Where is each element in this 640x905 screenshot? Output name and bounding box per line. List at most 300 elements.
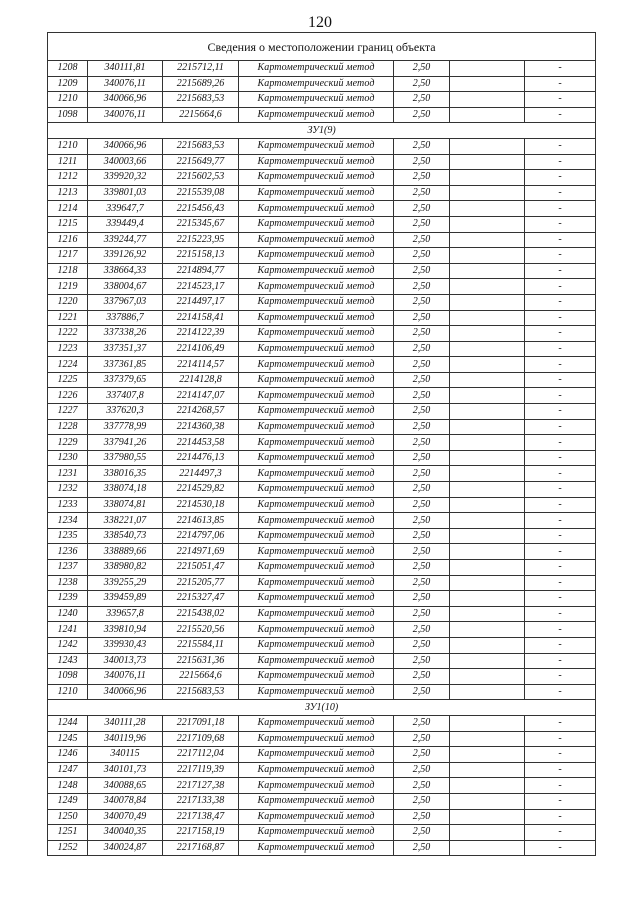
y-coordinate: 2217158,19: [163, 825, 239, 841]
x-coordinate: 339930,43: [88, 637, 163, 653]
x-coordinate: 340013,73: [88, 653, 163, 669]
y-coordinate: 2217119,39: [163, 762, 239, 778]
note: -: [525, 294, 596, 310]
note: -: [525, 482, 596, 498]
point-id: 1243: [48, 653, 88, 669]
note: -: [525, 170, 596, 186]
accuracy: 2,50: [394, 435, 450, 451]
y-coordinate: 2214476,13: [163, 450, 239, 466]
accuracy: 2,50: [394, 138, 450, 154]
empty-cell: [450, 263, 525, 279]
x-coordinate: 338221,07: [88, 513, 163, 529]
note: -: [525, 107, 596, 123]
note: -: [525, 825, 596, 841]
table-row: [48, 107, 596, 123]
y-coordinate: 2215438,02: [163, 606, 239, 622]
accuracy: 2,50: [394, 684, 450, 700]
table-row: [48, 388, 596, 404]
empty-cell: [450, 840, 525, 856]
y-coordinate: 2215631,36: [163, 653, 239, 669]
table-title-row: [48, 33, 596, 61]
y-coordinate: 2214530,18: [163, 497, 239, 513]
note: -: [525, 497, 596, 513]
table-row: [48, 61, 596, 77]
method: Картометрический метод: [239, 591, 394, 607]
point-id: 1225: [48, 372, 88, 388]
table-row: [48, 341, 596, 357]
note: -: [525, 840, 596, 856]
note: -: [525, 513, 596, 529]
accuracy: 2,50: [394, 92, 450, 108]
y-coordinate: 2214122,39: [163, 326, 239, 342]
note: -: [525, 747, 596, 763]
section-row: [48, 123, 596, 139]
point-id: 1208: [48, 61, 88, 77]
table-row: [48, 76, 596, 92]
point-id: 1229: [48, 435, 88, 451]
empty-cell: [450, 466, 525, 482]
empty-cell: [450, 341, 525, 357]
accuracy: 2,50: [394, 232, 450, 248]
empty-cell: [450, 591, 525, 607]
point-id: 1214: [48, 201, 88, 217]
x-coordinate: 340101,73: [88, 762, 163, 778]
x-coordinate: 339255,29: [88, 575, 163, 591]
point-id: 1211: [48, 154, 88, 170]
method: Картометрический метод: [239, 326, 394, 342]
method: Картометрический метод: [239, 575, 394, 591]
empty-cell: [450, 450, 525, 466]
accuracy: 2,50: [394, 185, 450, 201]
y-coordinate: 2215602,53: [163, 170, 239, 186]
y-coordinate: 2217112,04: [163, 747, 239, 763]
point-id: 1247: [48, 762, 88, 778]
table-row: [48, 747, 596, 763]
accuracy: 2,50: [394, 840, 450, 856]
method: Картометрический метод: [239, 466, 394, 482]
table-row: [48, 185, 596, 201]
x-coordinate: 337351,37: [88, 341, 163, 357]
accuracy: 2,50: [394, 76, 450, 92]
empty-cell: [450, 185, 525, 201]
table-row: [48, 778, 596, 794]
method: Картометрический метод: [239, 669, 394, 685]
note: -: [525, 606, 596, 622]
y-coordinate: 2215158,13: [163, 248, 239, 264]
method: Картометрический метод: [239, 653, 394, 669]
method: Картометрический метод: [239, 450, 394, 466]
y-coordinate: 2214158,41: [163, 310, 239, 326]
accuracy: 2,50: [394, 747, 450, 763]
method: Картометрический метод: [239, 341, 394, 357]
empty-cell: [450, 684, 525, 700]
method: Картометрический метод: [239, 762, 394, 778]
table-title: Сведения о местоположении границ объекта: [48, 33, 596, 61]
x-coordinate: 338889,66: [88, 544, 163, 560]
empty-cell: [450, 560, 525, 576]
point-id: 1233: [48, 497, 88, 513]
y-coordinate: 2214360,38: [163, 419, 239, 435]
empty-cell: [450, 747, 525, 763]
y-coordinate: 2214268,57: [163, 404, 239, 420]
x-coordinate: 340111,28: [88, 715, 163, 731]
method: Картометрический метод: [239, 201, 394, 217]
x-coordinate: 338016,35: [88, 466, 163, 482]
x-coordinate: 338980,82: [88, 560, 163, 576]
y-coordinate: 2214797,06: [163, 528, 239, 544]
point-id: 1235: [48, 528, 88, 544]
y-coordinate: 2215683,53: [163, 92, 239, 108]
method: Картометрический метод: [239, 279, 394, 295]
accuracy: 2,50: [394, 575, 450, 591]
y-coordinate: 2215539,08: [163, 185, 239, 201]
accuracy: 2,50: [394, 560, 450, 576]
y-coordinate: 2214128,8: [163, 372, 239, 388]
point-id: 1248: [48, 778, 88, 794]
accuracy: 2,50: [394, 404, 450, 420]
y-coordinate: 2214106,49: [163, 341, 239, 357]
point-id: 1234: [48, 513, 88, 529]
table-row: [48, 793, 596, 809]
x-coordinate: 340078,84: [88, 793, 163, 809]
point-id: 1226: [48, 388, 88, 404]
method: Картометрический метод: [239, 310, 394, 326]
note: -: [525, 216, 596, 232]
empty-cell: [450, 154, 525, 170]
note: -: [525, 653, 596, 669]
point-id: 1246: [48, 747, 88, 763]
table-row: [48, 294, 596, 310]
note: -: [525, 185, 596, 201]
y-coordinate: 2215664,6: [163, 107, 239, 123]
y-coordinate: 2215345,67: [163, 216, 239, 232]
point-id: 1252: [48, 840, 88, 856]
table-row: [48, 684, 596, 700]
point-id: 1220: [48, 294, 88, 310]
empty-cell: [450, 575, 525, 591]
accuracy: 2,50: [394, 606, 450, 622]
method: Картометрический метод: [239, 294, 394, 310]
empty-cell: [450, 513, 525, 529]
x-coordinate: 340040,35: [88, 825, 163, 841]
method: Картометрический метод: [239, 731, 394, 747]
table-row: [48, 216, 596, 232]
x-coordinate: 339647,7: [88, 201, 163, 217]
accuracy: 2,50: [394, 450, 450, 466]
method: Картометрический метод: [239, 232, 394, 248]
method: Картометрический метод: [239, 185, 394, 201]
point-id: 1098: [48, 107, 88, 123]
point-id: 1231: [48, 466, 88, 482]
method: Картометрический метод: [239, 684, 394, 700]
x-coordinate: 337886,7: [88, 310, 163, 326]
table-row: [48, 591, 596, 607]
empty-cell: [450, 497, 525, 513]
table-row: [48, 544, 596, 560]
note: -: [525, 279, 596, 295]
note: -: [525, 357, 596, 373]
table-row: [48, 404, 596, 420]
accuracy: 2,50: [394, 591, 450, 607]
note: -: [525, 404, 596, 420]
accuracy: 2,50: [394, 107, 450, 123]
empty-cell: [450, 825, 525, 841]
x-coordinate: 337967,03: [88, 294, 163, 310]
note: -: [525, 669, 596, 685]
method: Картометрический метод: [239, 560, 394, 576]
note: -: [525, 435, 596, 451]
table-row: [48, 466, 596, 482]
accuracy: 2,50: [394, 544, 450, 560]
note: -: [525, 326, 596, 342]
method: Картометрический метод: [239, 778, 394, 794]
empty-cell: [450, 435, 525, 451]
method: Картометрический метод: [239, 216, 394, 232]
boundary-coordinates-table: [47, 32, 596, 856]
method: Картометрический метод: [239, 404, 394, 420]
empty-cell: [450, 637, 525, 653]
x-coordinate: 340111,81: [88, 61, 163, 77]
point-id: 1221: [48, 310, 88, 326]
note: -: [525, 591, 596, 607]
table-row: [48, 669, 596, 685]
y-coordinate: 2214523,17: [163, 279, 239, 295]
empty-cell: [450, 544, 525, 560]
method: Картометрический метод: [239, 388, 394, 404]
note: -: [525, 809, 596, 825]
point-id: 1223: [48, 341, 88, 357]
point-id: 1216: [48, 232, 88, 248]
point-id: 1250: [48, 809, 88, 825]
accuracy: 2,50: [394, 669, 450, 685]
y-coordinate: 2214147,07: [163, 388, 239, 404]
note: -: [525, 372, 596, 388]
note: -: [525, 731, 596, 747]
x-coordinate: 337980,55: [88, 450, 163, 466]
note: -: [525, 232, 596, 248]
section-label: ЗУ1(9): [48, 123, 596, 139]
accuracy: 2,50: [394, 279, 450, 295]
x-coordinate: 340066,96: [88, 92, 163, 108]
empty-cell: [450, 232, 525, 248]
empty-cell: [450, 248, 525, 264]
x-coordinate: 339126,92: [88, 248, 163, 264]
accuracy: 2,50: [394, 170, 450, 186]
note: -: [525, 419, 596, 435]
y-coordinate: 2217168,87: [163, 840, 239, 856]
point-id: 1209: [48, 76, 88, 92]
x-coordinate: 338074,18: [88, 482, 163, 498]
accuracy: 2,50: [394, 825, 450, 841]
x-coordinate: 339801,03: [88, 185, 163, 201]
method: Картометрический метод: [239, 92, 394, 108]
table-row: [48, 419, 596, 435]
section-row: [48, 700, 596, 716]
y-coordinate: 2215223,95: [163, 232, 239, 248]
section-label: ЗУ1(10): [48, 700, 596, 716]
note: -: [525, 138, 596, 154]
table-row: [48, 528, 596, 544]
method: Картометрический метод: [239, 747, 394, 763]
table-row: [48, 606, 596, 622]
accuracy: 2,50: [394, 357, 450, 373]
x-coordinate: 337941,26: [88, 435, 163, 451]
note: -: [525, 528, 596, 544]
note: -: [525, 684, 596, 700]
x-coordinate: 340076,11: [88, 107, 163, 123]
point-id: 1212: [48, 170, 88, 186]
table-row: [48, 762, 596, 778]
y-coordinate: 2217109,68: [163, 731, 239, 747]
x-coordinate: 338074,81: [88, 497, 163, 513]
point-id: 1242: [48, 637, 88, 653]
table-row: [48, 326, 596, 342]
y-coordinate: 2217127,38: [163, 778, 239, 794]
x-coordinate: 339459,89: [88, 591, 163, 607]
empty-cell: [450, 279, 525, 295]
method: Картометрический метод: [239, 263, 394, 279]
method: Картометрический метод: [239, 357, 394, 373]
point-id: 1239: [48, 591, 88, 607]
x-coordinate: 337407,8: [88, 388, 163, 404]
accuracy: 2,50: [394, 715, 450, 731]
accuracy: 2,50: [394, 263, 450, 279]
method: Картометрический метод: [239, 513, 394, 529]
x-coordinate: 339449,4: [88, 216, 163, 232]
note: -: [525, 450, 596, 466]
point-id: 1224: [48, 357, 88, 373]
accuracy: 2,50: [394, 419, 450, 435]
y-coordinate: 2215683,53: [163, 684, 239, 700]
empty-cell: [450, 653, 525, 669]
y-coordinate: 2214114,57: [163, 357, 239, 373]
x-coordinate: 337361,85: [88, 357, 163, 373]
y-coordinate: 2214529,82: [163, 482, 239, 498]
accuracy: 2,50: [394, 154, 450, 170]
y-coordinate: 2215051,47: [163, 560, 239, 576]
y-coordinate: 2215689,26: [163, 76, 239, 92]
y-coordinate: 2214971,69: [163, 544, 239, 560]
note: -: [525, 544, 596, 560]
table-row: [48, 310, 596, 326]
empty-cell: [450, 778, 525, 794]
table-row: [48, 263, 596, 279]
note: -: [525, 341, 596, 357]
table-row: [48, 809, 596, 825]
method: Картометрический метод: [239, 544, 394, 560]
table-row: [48, 435, 596, 451]
table-row: [48, 279, 596, 295]
point-id: 1232: [48, 482, 88, 498]
empty-cell: [450, 793, 525, 809]
table-row: [48, 513, 596, 529]
point-id: 1236: [48, 544, 88, 560]
x-coordinate: 340066,96: [88, 684, 163, 700]
x-coordinate: 340088,65: [88, 778, 163, 794]
method: Картометрический метод: [239, 793, 394, 809]
empty-cell: [450, 715, 525, 731]
x-coordinate: 340070,49: [88, 809, 163, 825]
x-coordinate: 338664,33: [88, 263, 163, 279]
y-coordinate: 2214497,17: [163, 294, 239, 310]
table-row: [48, 450, 596, 466]
y-coordinate: 2215327,47: [163, 591, 239, 607]
point-id: 1244: [48, 715, 88, 731]
empty-cell: [450, 201, 525, 217]
note: -: [525, 622, 596, 638]
x-coordinate: 340066,96: [88, 138, 163, 154]
note: -: [525, 310, 596, 326]
method: Картометрический метод: [239, 419, 394, 435]
method: Картометрический метод: [239, 497, 394, 513]
x-coordinate: 340076,11: [88, 669, 163, 685]
empty-cell: [450, 310, 525, 326]
y-coordinate: 2215683,53: [163, 138, 239, 154]
note: -: [525, 715, 596, 731]
y-coordinate: 2215712,11: [163, 61, 239, 77]
point-id: 1213: [48, 185, 88, 201]
note: -: [525, 76, 596, 92]
empty-cell: [450, 809, 525, 825]
point-id: 1240: [48, 606, 88, 622]
point-id: 1218: [48, 263, 88, 279]
point-id: 1219: [48, 279, 88, 295]
x-coordinate: 339657,8: [88, 606, 163, 622]
method: Картометрический метод: [239, 809, 394, 825]
accuracy: 2,50: [394, 809, 450, 825]
table-row: [48, 170, 596, 186]
x-coordinate: 340024,87: [88, 840, 163, 856]
table-row: [48, 92, 596, 108]
accuracy: 2,50: [394, 497, 450, 513]
empty-cell: [450, 76, 525, 92]
empty-cell: [450, 762, 525, 778]
note: -: [525, 154, 596, 170]
empty-cell: [450, 216, 525, 232]
table-row: [48, 372, 596, 388]
accuracy: 2,50: [394, 778, 450, 794]
method: Картометрический метод: [239, 482, 394, 498]
y-coordinate: 2217133,38: [163, 793, 239, 809]
empty-cell: [450, 372, 525, 388]
accuracy: 2,50: [394, 622, 450, 638]
empty-cell: [450, 419, 525, 435]
accuracy: 2,50: [394, 294, 450, 310]
accuracy: 2,50: [394, 762, 450, 778]
method: Картометрический метод: [239, 606, 394, 622]
empty-cell: [450, 294, 525, 310]
table-row: [48, 154, 596, 170]
accuracy: 2,50: [394, 653, 450, 669]
x-coordinate: 339810,94: [88, 622, 163, 638]
x-coordinate: 337338,26: [88, 326, 163, 342]
method: Картометрический метод: [239, 107, 394, 123]
empty-cell: [450, 388, 525, 404]
empty-cell: [450, 61, 525, 77]
table-row: [48, 357, 596, 373]
y-coordinate: 2217091,18: [163, 715, 239, 731]
empty-cell: [450, 622, 525, 638]
table-row: [48, 653, 596, 669]
point-id: 1210: [48, 684, 88, 700]
table-row: [48, 825, 596, 841]
y-coordinate: 2214894,77: [163, 263, 239, 279]
x-coordinate: 337379,65: [88, 372, 163, 388]
table-row: [48, 637, 596, 653]
point-id: 1238: [48, 575, 88, 591]
table-row: [48, 248, 596, 264]
method: Картометрический метод: [239, 715, 394, 731]
